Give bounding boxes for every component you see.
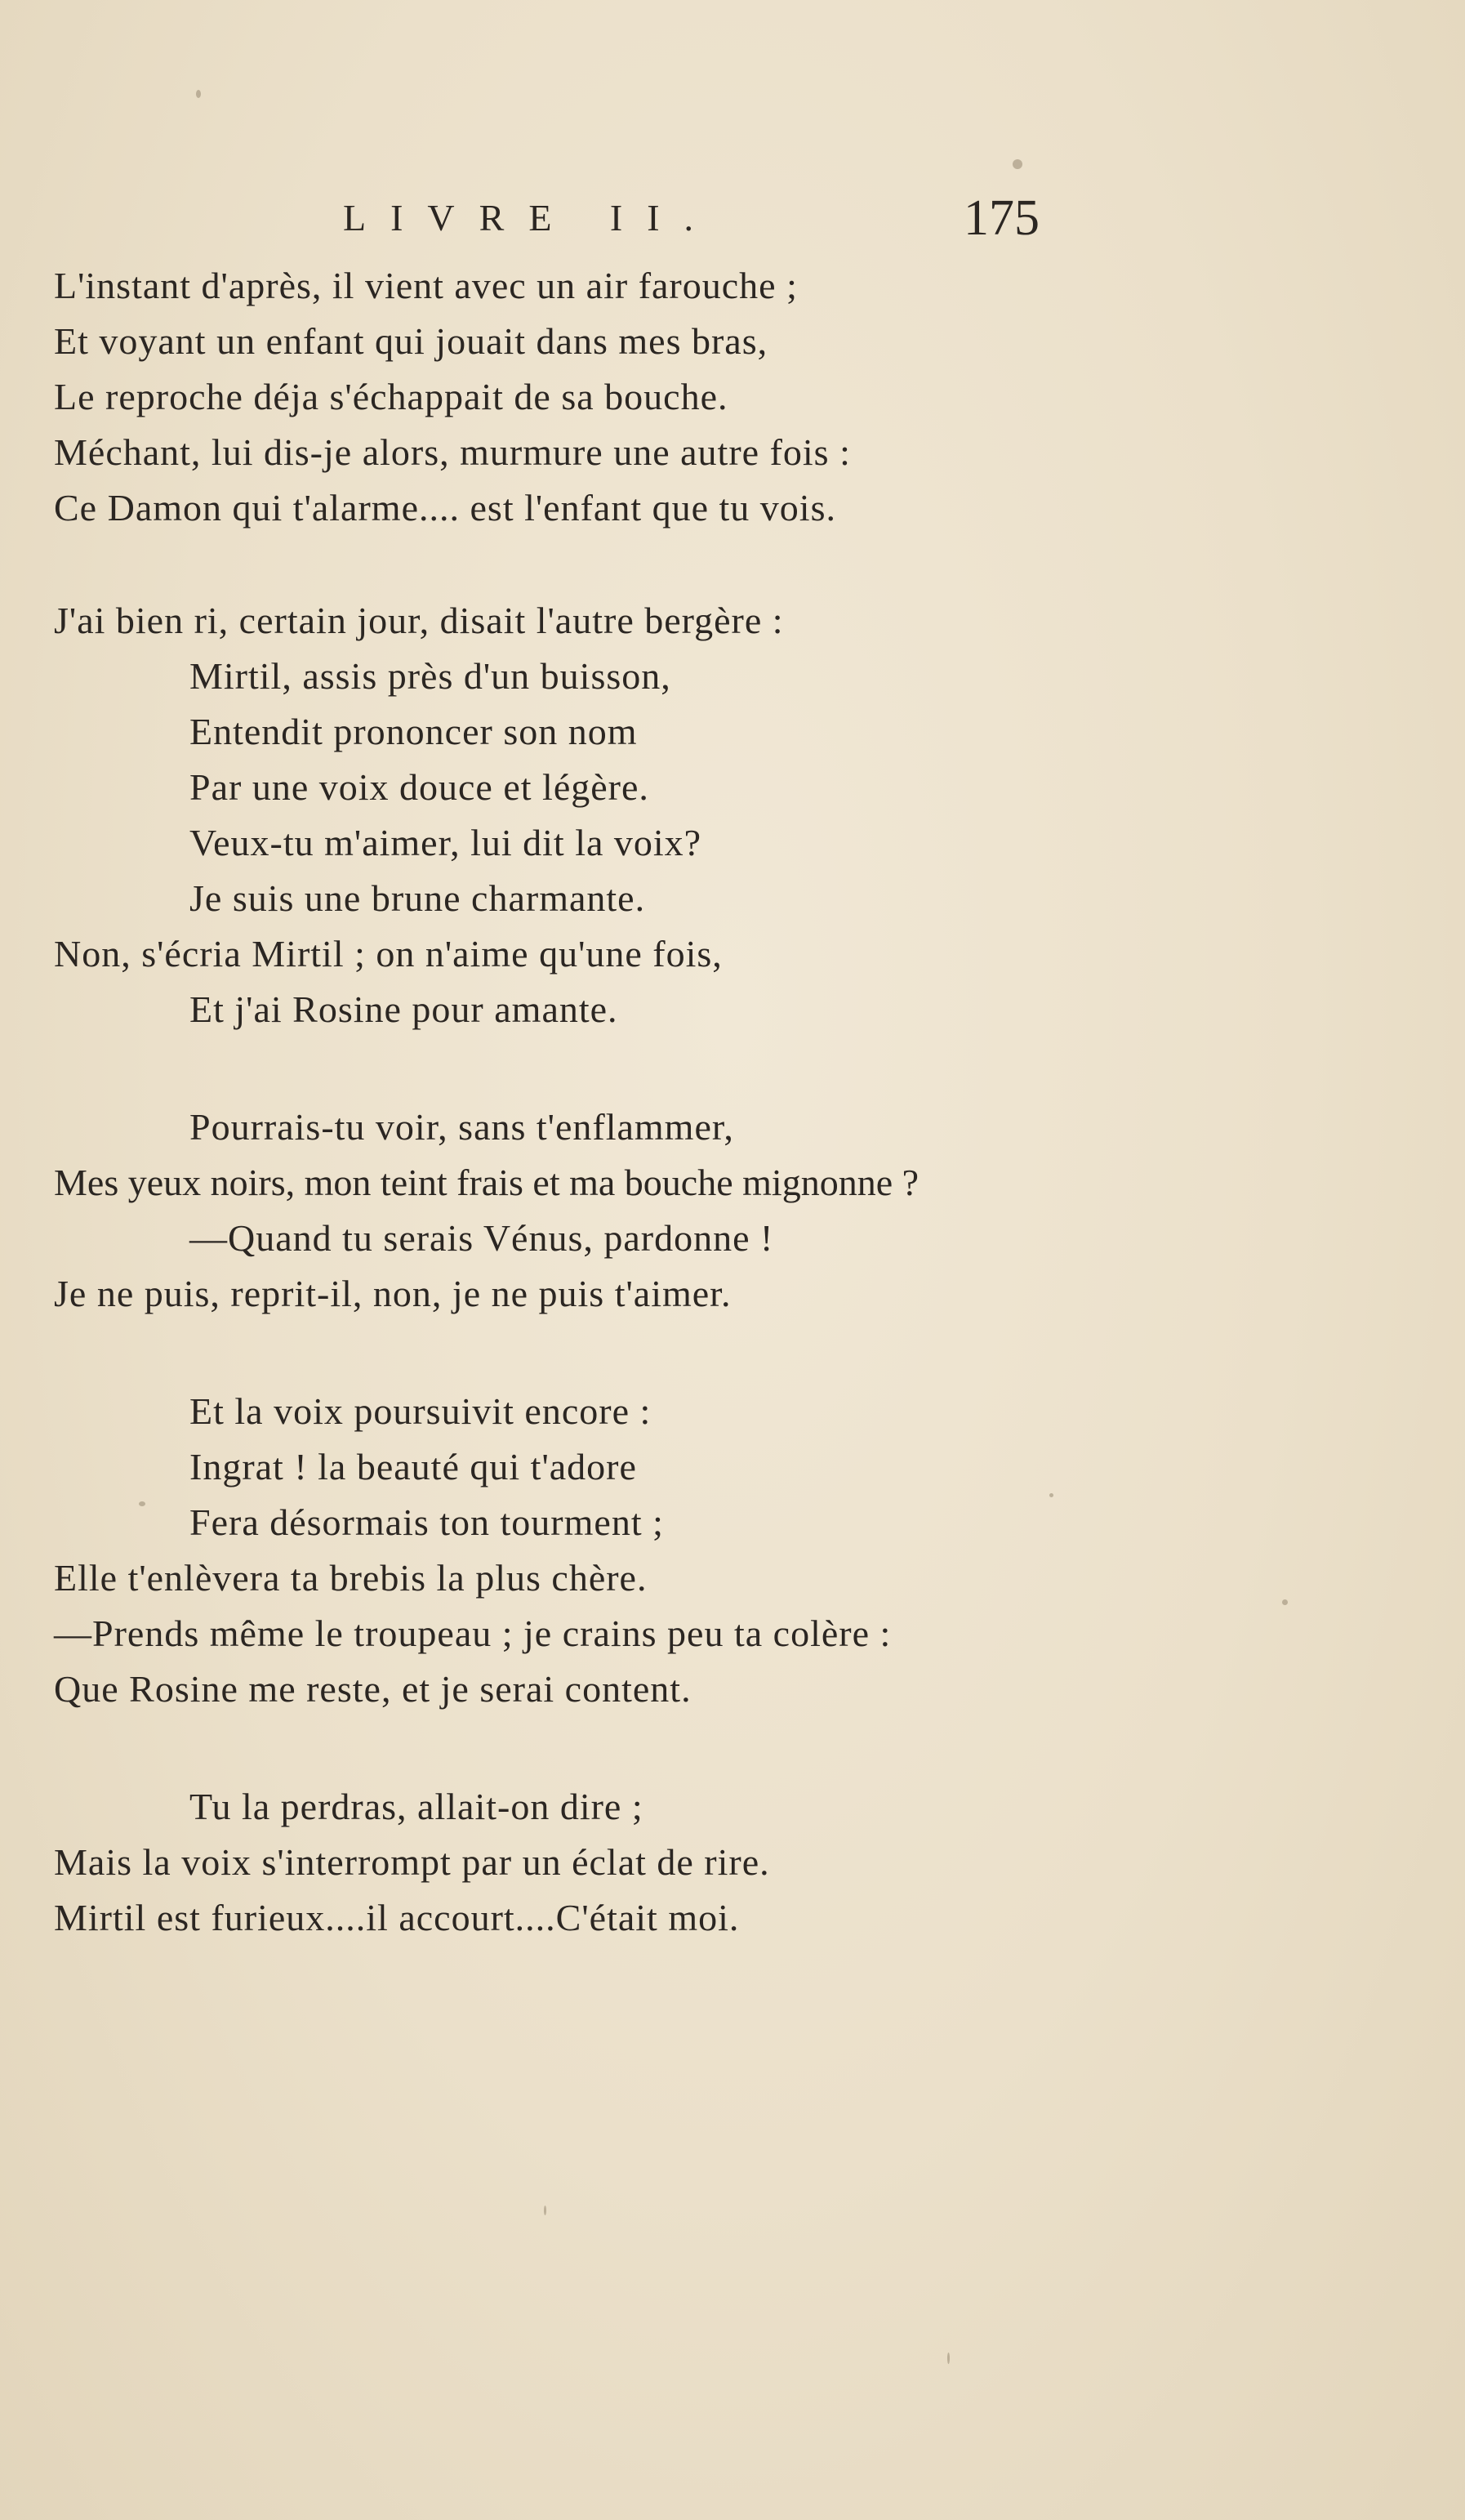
verse-line: Pourrais-tu voir, sans t'enflammer, [189,1106,734,1148]
verse-line: Méchant, lui dis-je alors, murmure une autre fois : [54,431,851,473]
verse-line: Que Rosine me reste, et je serai content. [54,1668,692,1710]
verse-line: Et voyant un enfant qui jouait dans mes bras, [54,320,768,362]
running-title: LIVRE II. [343,197,719,239]
verse-line: Mirtil, assis près d'un buisson, [189,655,671,697]
verse-line: Mirtil est furieux....il accourt....C'était moi. [54,1897,740,1938]
paper-speck [196,90,201,98]
verse-line: L'instant d'après, il vient avec un air farouche ; [54,265,798,306]
verse-line: Et la voix poursuivit encore : [189,1390,652,1432]
paper-speck [1049,1493,1053,1497]
verse-line: Par une voix douce et légère. [189,766,649,808]
paper-speck [139,1501,145,1506]
verse-line: Ingrat ! la beauté qui t'adore [189,1446,637,1487]
verse-line: Mais la voix s'interrompt par un éclat de rire. [54,1841,770,1883]
paper-speck [544,2206,546,2215]
verse-line: Ce Damon qui t'alarme.... est l'enfant que tu vois. [54,487,836,529]
verse-line: Mes yeux noirs, mon teint frais et ma bouche mignonne ? [54,1162,920,1203]
verse-line: —Prends même le troupeau ; je crains peu ta colère : [54,1612,892,1654]
verse-line: —Quand tu serais Vénus, pardonne ! [189,1217,774,1259]
verse-line: Elle t'enlèvera ta brebis la plus chère. [54,1557,648,1599]
verse-line: Tu la perdras, allait-on dire ; [189,1786,643,1827]
verse-line: Je suis une brune charmante. [189,877,646,919]
verse-line: Et j'ai Rosine pour amante. [189,988,618,1030]
verse-line: Le reproche déja s'échappait de sa bouche. [54,376,728,417]
verse-line: Non, s'écria Mirtil ; on n'aime qu'une fois, [54,933,723,975]
paper-speck [1282,1599,1288,1605]
verse-line: Veux-tu m'aimer, lui dit la voix? [189,822,702,863]
verse-line: J'ai bien ri, certain jour, disait l'autre bergère : [54,600,784,641]
paper-speck [947,2353,950,2364]
page-number: 175 [964,190,1040,246]
verse-line: Je ne puis, reprit-il, non, je ne puis t'aimer. [54,1273,732,1314]
paper-speck [1013,159,1022,169]
verse-line: Entendit prononcer son nom [189,711,638,752]
page-header [0,190,1465,253]
verse-line: Fera désormais ton tourment ; [189,1501,664,1543]
